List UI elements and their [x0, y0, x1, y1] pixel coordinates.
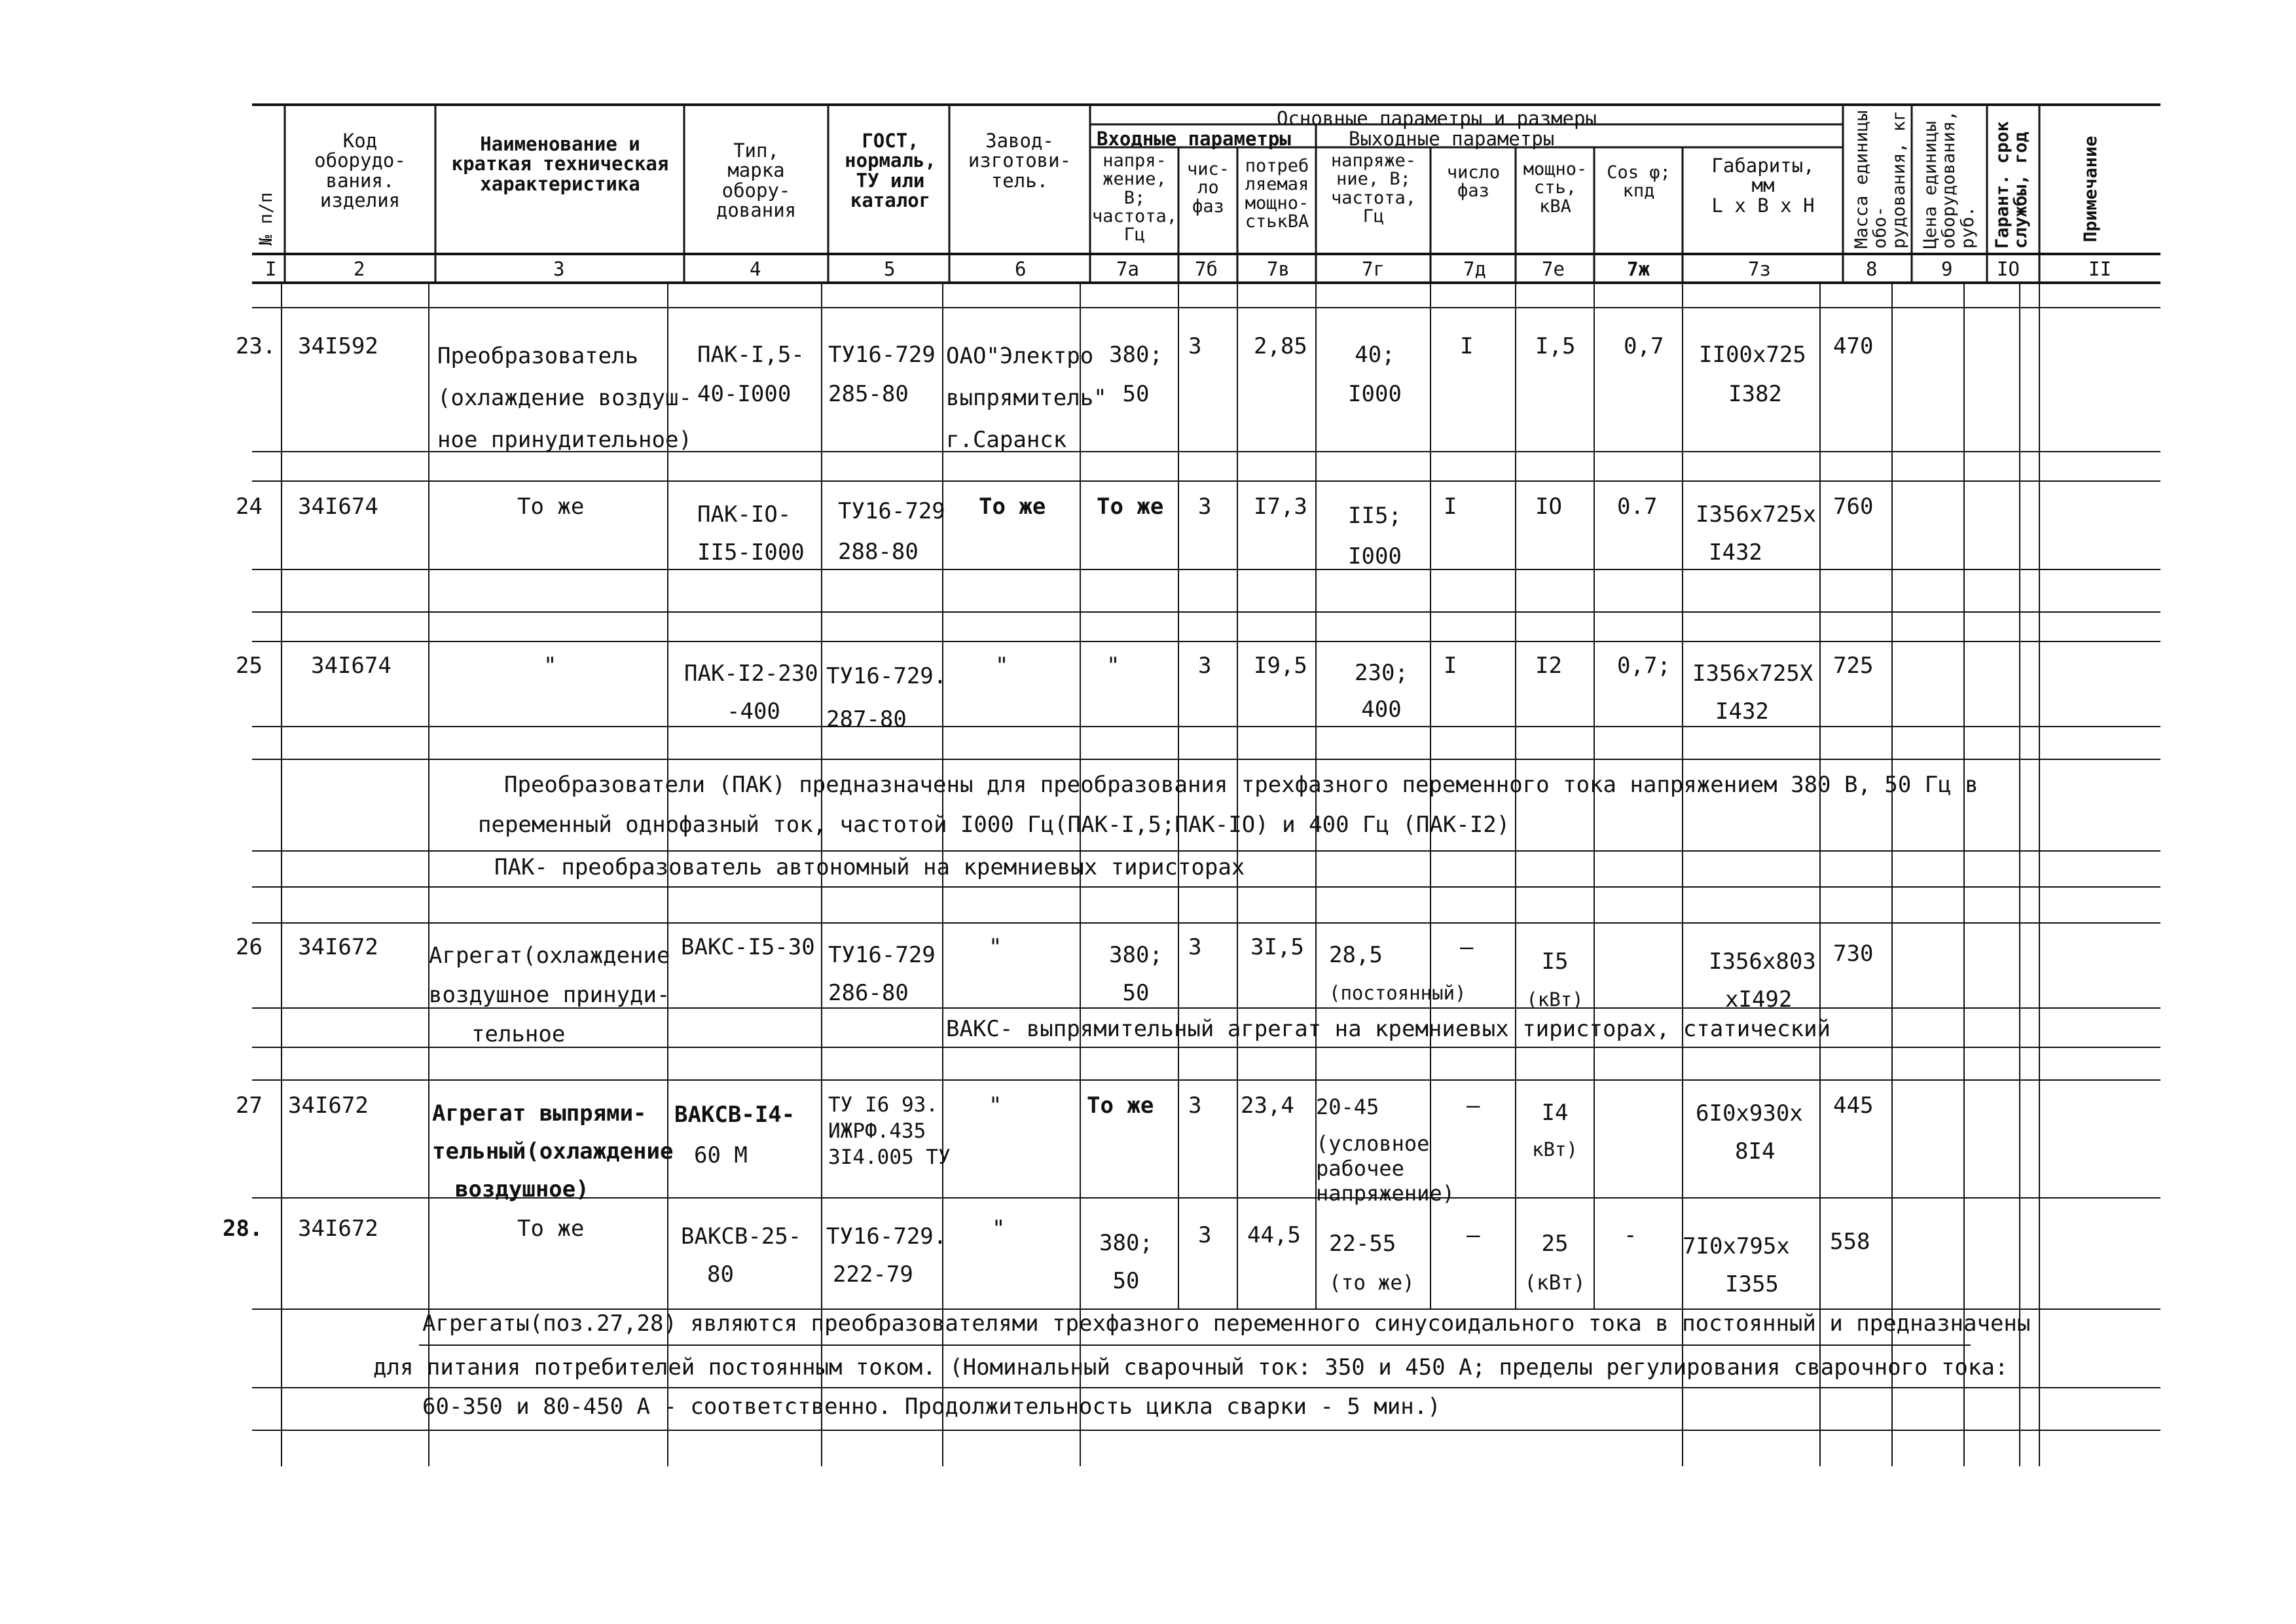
row-name: Агрегат выпрями- тельный(охлаждение воздушное)	[432, 1100, 674, 1202]
colnum-7v: 7в	[1267, 258, 1290, 280]
note-vaks: ВАКС- выпрямительный агрегат на кремниевых тиристорах, статический	[946, 1016, 1831, 1042]
row-name: То же	[517, 494, 585, 520]
colnum-7g: 7г	[1362, 258, 1385, 280]
row-phases-in: 3	[1198, 494, 1212, 520]
row-maker: ОАО"Электро выпрямитель" г.Саранск	[946, 343, 1107, 453]
row-power-in: 3I,5	[1250, 934, 1304, 960]
colnum-7d: 7д	[1463, 258, 1486, 280]
header-col-11: Примечание	[2081, 135, 2101, 242]
row-dims: I356x803 xI492	[1709, 948, 1816, 1013]
colnum-3: 3	[553, 258, 565, 280]
header-col-7zh: Cos φ; кпд	[1607, 162, 1671, 202]
row-type: ПАК-I2-230 -400	[684, 660, 818, 725]
row-power-in: I9,5	[1254, 653, 1307, 679]
row-phases-out: I	[1460, 333, 1474, 359]
colnum-7e: 7е	[1542, 258, 1565, 280]
row-phases-out: I	[1444, 653, 1457, 679]
colnum-7a: 7а	[1116, 258, 1139, 280]
row-cos: -	[1624, 1222, 1637, 1248]
row-maker: "	[995, 653, 1009, 679]
row-power-out: I2	[1535, 653, 1562, 679]
row-u-out: 20-45 (условное рабочее напряжение)	[1316, 1094, 1455, 1206]
row-name: "	[543, 653, 557, 679]
row-maker: То же	[979, 494, 1046, 520]
colnum-5: 5	[884, 258, 896, 280]
row-phases-in: 3	[1198, 1222, 1212, 1248]
row-mass: 760	[1833, 494, 1874, 520]
row-num: 25	[236, 653, 263, 679]
row-code: 34I672	[298, 1216, 378, 1242]
row-u-out: 28,5 (постоянный)	[1329, 942, 1467, 1004]
row-dims: 7I0x795x I355	[1683, 1233, 1790, 1297]
row-power-out: I5 (кВт)	[1526, 948, 1584, 1011]
row-power-in: 23,4	[1241, 1092, 1294, 1119]
row-num: 28.	[223, 1216, 263, 1242]
header-input-group: Входные параметры	[1097, 128, 1291, 150]
row-type: ВАКС-I5-30	[681, 934, 815, 960]
row-phases-out: —	[1467, 1092, 1480, 1119]
row-type: ВАКСВ-25- 80	[681, 1223, 802, 1288]
row-code: 34I592	[298, 333, 378, 359]
header-col-8: Масса единицы обо-рудования, кг	[1851, 110, 1909, 249]
row-u-in: 380; 50	[1109, 942, 1163, 1006]
row-u-out: 22-55 (то же)	[1329, 1231, 1415, 1295]
row-phases-out: —	[1460, 934, 1474, 960]
header-output-group: Выходные параметры	[1349, 128, 1555, 150]
row-dims: II00x725 I382	[1699, 342, 1806, 407]
header-col-2: Код оборудо- вания. изделия	[314, 130, 406, 212]
header-col-9: Цена единицы оборудования, руб.	[1920, 110, 1978, 249]
row-dims: 6I0x930x 8I4	[1696, 1100, 1803, 1164]
row-power-in: 44,5	[1247, 1222, 1301, 1248]
header-col-3: Наименование и краткая техническая характеристика	[451, 133, 669, 195]
row-gost: ТУ16-729 286-80	[828, 942, 936, 1006]
header-main-group: Основные параметры и размеры	[1277, 107, 1597, 130]
header-col-4: Тип, марка обору- дования	[716, 139, 797, 222]
row-gost: ТУ I6 93. ИЖРФ.435 3I4.005 ТУ	[828, 1093, 951, 1169]
row-mass: 445	[1833, 1092, 1874, 1119]
row-dims: I356x725x I432	[1696, 501, 1817, 566]
row-mass: 730	[1833, 941, 1874, 967]
row-maker: "	[989, 934, 1002, 960]
row-num: 23.	[236, 333, 276, 359]
row-code: 34I672	[288, 1092, 369, 1119]
header-col-7v: потреб ляемая мощно- стькВА	[1245, 156, 1309, 232]
row-phases-in: 3	[1198, 653, 1212, 679]
row-name: Агрегат(охлаждение воздушное принуди- тельное	[429, 943, 670, 1047]
colnum-9: 9	[1941, 258, 1953, 280]
row-mass: 470	[1833, 333, 1874, 359]
row-u-out: 230; 400	[1355, 660, 1408, 723]
note-pak-line-3: ПАК- преобразователь автономный на кремниевых тиристорах	[494, 854, 1245, 880]
row-num: 24	[236, 494, 263, 520]
row-phases-in: 3	[1188, 1092, 1202, 1119]
row-type: ПАК-IO- II5-I000	[697, 501, 805, 566]
row-maker: "	[989, 1092, 1002, 1119]
row-u-out: II5; I000	[1348, 503, 1402, 569]
colnum-10: IO	[1997, 258, 2020, 280]
note-agg-line-2: для питания потребителей постоянным током. (Номинальный сварочный ток: 350 и 450 А; пределы регулирования сварочного тока:	[373, 1354, 2009, 1380]
row-mass: 558	[1830, 1229, 1870, 1255]
row-u-out: 40; I000	[1348, 342, 1402, 407]
note-agg-line-1: Агрегаты(поз.27,28) являются преобразователями трехфазного переменного синусоидального тока в постоянный и предназначены	[422, 1310, 2031, 1337]
header-col-5: ГОСТ, нормаль, ТУ или каталог	[845, 130, 936, 212]
row-u-in: 380; 50	[1109, 342, 1163, 407]
row-name: То же	[517, 1216, 585, 1242]
row-type: ПАК-I,5- 40-I000	[697, 342, 805, 407]
row-u-in: То же	[1087, 1092, 1154, 1119]
colnum-7b: 7б	[1195, 258, 1218, 280]
row-dims: I356x725X I432	[1692, 660, 1813, 725]
row-num: 26	[236, 934, 263, 960]
row-power-out: I4 кВт)	[1532, 1100, 1578, 1161]
header-col-7d: число фаз	[1446, 162, 1501, 202]
row-type: ВАКСВ-I4- 60 М	[674, 1102, 795, 1168]
note-pak-line-2: переменный однофазный ток, частотой I000 Гц(ПАК-I,5;ПАК-IO) и 400 Гц (ПАК-I2)	[478, 812, 1510, 838]
row-code: 34I674	[311, 653, 392, 679]
row-power-in: I7,3	[1254, 494, 1307, 520]
header-col-1: № п/п	[256, 192, 276, 245]
row-gost: ТУ16-729 285-80	[828, 342, 936, 407]
note-pak-line-1: Преобразователи (ПАК) предназначены для преобразования трехфазного переменного тока напряжением 380 В, 50 Гц в	[504, 772, 1978, 798]
header-col-10: Гарант. срок службы, год	[1992, 120, 2032, 249]
row-cos: 0,7	[1624, 333, 1664, 359]
header-col-7a: напря- жение, В; частота, Гц	[1092, 151, 1178, 245]
row-power-out: I,5	[1535, 333, 1576, 359]
row-mass: 725	[1833, 653, 1874, 679]
row-maker: "	[992, 1216, 1006, 1242]
colnum-4: 4	[750, 258, 761, 280]
row-cos: 0,7;	[1617, 653, 1671, 679]
colnum-1: I	[265, 258, 277, 280]
note-agg-line-3: 60-350 и 80-450 А - соответственно. Продолжительность цикла сварки - 5 мин.)	[422, 1394, 1441, 1420]
row-code: 34I672	[298, 934, 378, 960]
row-phases-in: 3	[1188, 934, 1202, 960]
row-u-in: "	[1106, 653, 1120, 679]
row-power-out: 25 (кВт)	[1524, 1231, 1586, 1295]
row-u-in: То же	[1097, 494, 1164, 520]
header-col-7e: мощно- сть, кВА	[1523, 159, 1588, 217]
colnum-7zh: 7ж	[1627, 258, 1650, 280]
row-name: Преобразователь (охлаждение воздуш- ное принудительное)	[437, 343, 692, 453]
row-gost: ТУ16-729. 287-80	[826, 663, 947, 732]
row-phases-in: 3	[1188, 333, 1202, 359]
colnum-2: 2	[354, 258, 365, 280]
header-col-6: Завод- изготови- тель.	[968, 130, 1072, 192]
row-num: 27	[236, 1092, 263, 1119]
row-power-in: 2,85	[1254, 333, 1307, 359]
colnum-11: II	[2088, 258, 2111, 280]
row-phases-out: I	[1444, 494, 1457, 520]
colnum-7z: 7з	[1748, 258, 1771, 280]
row-phases-out: —	[1467, 1222, 1480, 1248]
row-cos: 0.7	[1617, 494, 1658, 520]
colnum-8: 8	[1866, 258, 1878, 280]
row-gost: ТУ16-729. 222-79	[826, 1223, 947, 1288]
header-col-7z: Габариты, мм L x B x H	[1711, 154, 1815, 217]
row-gost: ТУ16-729 288-80	[838, 498, 945, 565]
colnum-6: 6	[1015, 258, 1027, 280]
header-col-7g: напряже- ние, В; частота, Гц	[1330, 151, 1417, 227]
row-power-out: IO	[1535, 494, 1562, 520]
row-u-in: 380; 50	[1099, 1230, 1153, 1294]
header-col-7b: чис- ло фаз	[1186, 159, 1230, 217]
row-code: 34I674	[298, 494, 378, 520]
